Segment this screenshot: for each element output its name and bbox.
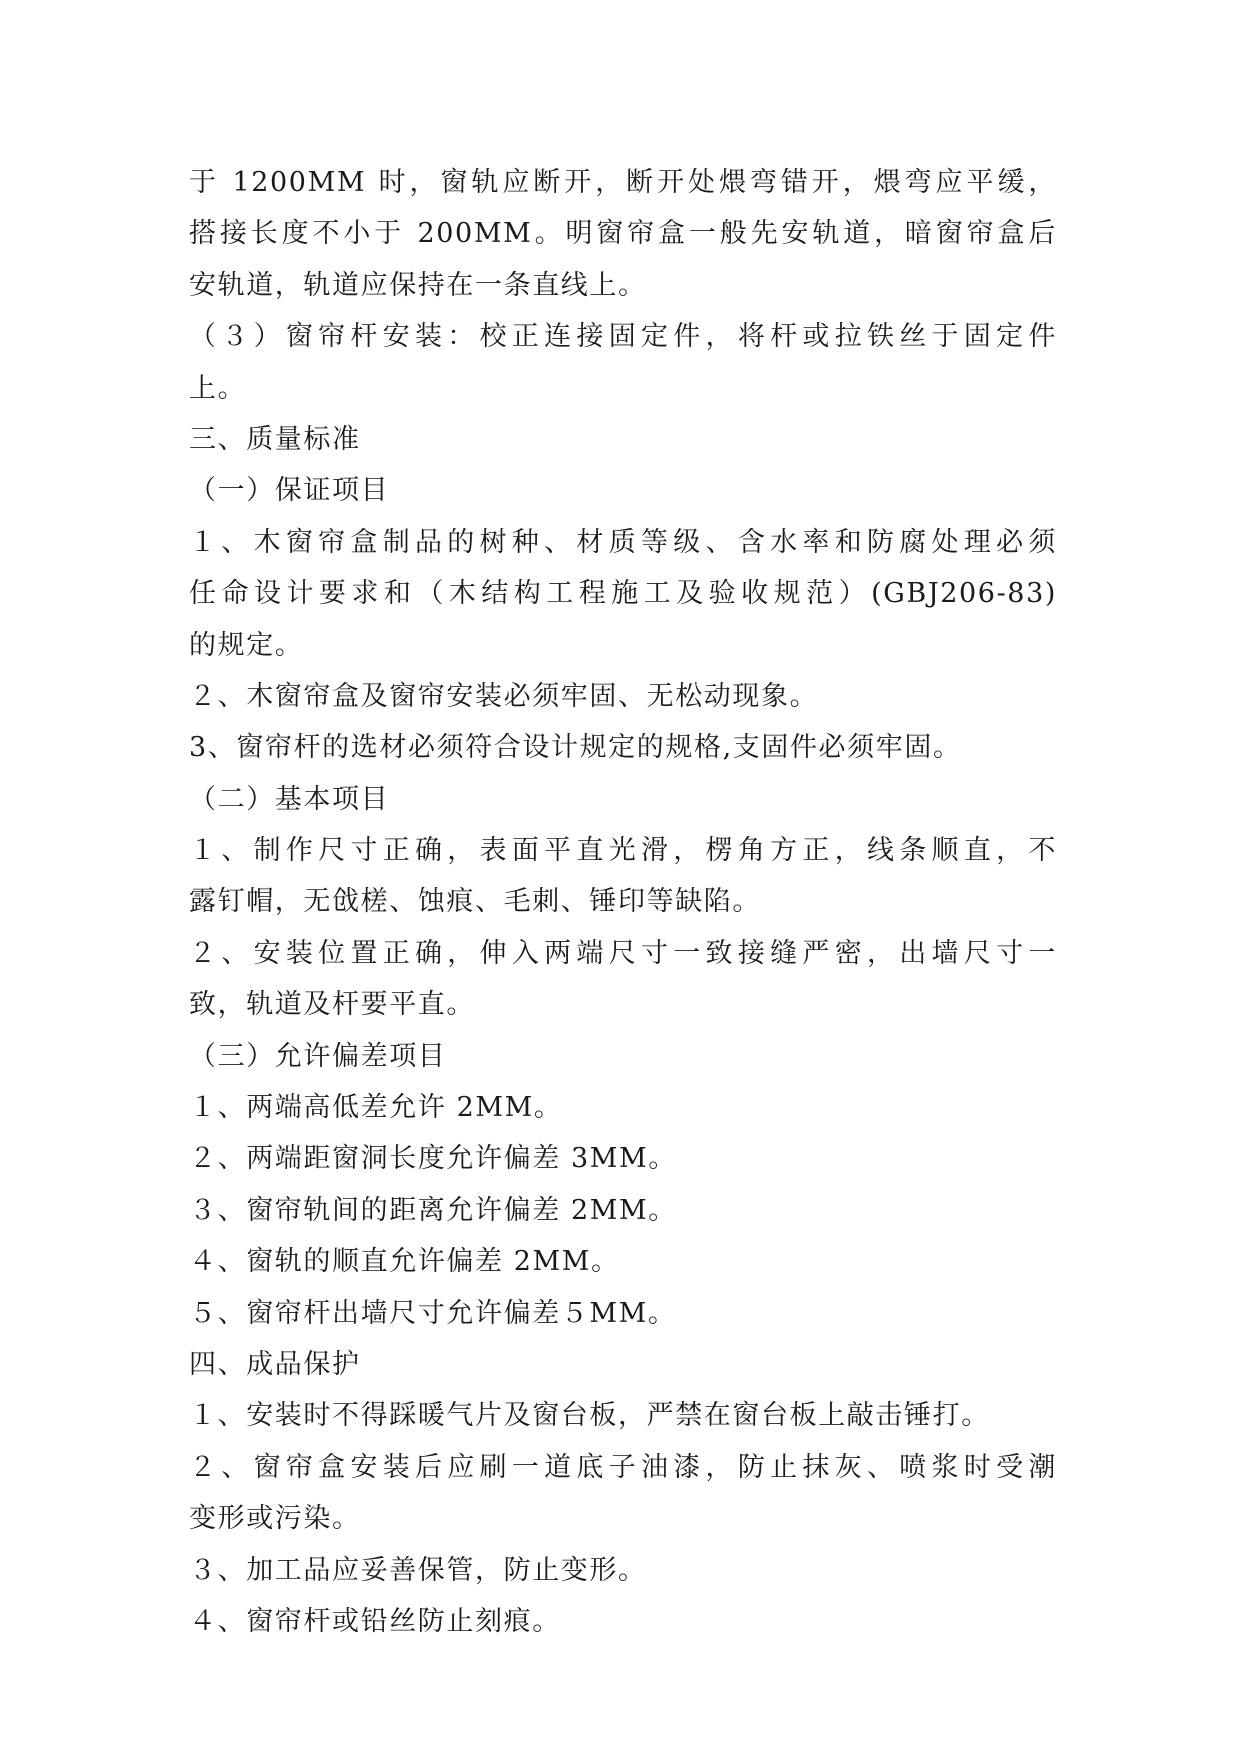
list-item: ４、窗轨的顺直允许偏差 2MM。 <box>189 1246 620 1278</box>
paragraph-line: 搭接长度不小于 200MM。明窗帘盒一般先安轨道，暗窗帘盒后 <box>189 218 1057 250</box>
section-heading: 三、质量标准 <box>189 423 361 455</box>
list-item: ２、两端距窗洞长度允许偏差 3MM。 <box>189 1143 677 1175</box>
paragraph-line: 任命设计要求和（木结构工程施工及验收规范）(GBJ206-83) <box>189 578 1057 610</box>
paragraph-line: 于 1200MM 时，窗轨应断开，断开处煨弯错开，煨弯应平缓， <box>189 167 1057 198</box>
paragraph-line: （３）窗帘杆安装：校正连接固定件，将杆或拉铁丝于固定件 <box>189 321 1057 353</box>
list-item: ３、窗帘轨间的距离允许偏差 2MM。 <box>189 1194 677 1226</box>
subsection-heading: （一）保证项目 <box>189 475 390 507</box>
list-item: ３、加工品应妥善保管，防止变形。 <box>189 1554 647 1586</box>
list-item: １、制作尺寸正确，表面平直光滑，楞角方正，线条顺直，不 <box>189 835 1057 867</box>
list-item: １、安装时不得踩暖气片及窗台板，严禁在窗台板上敲击锤打。 <box>189 1400 990 1432</box>
paragraph-line: 上。 <box>189 372 247 404</box>
paragraph-line: 露钉帽，无戗槎、蚀痕、毛刺、锤印等缺陷。 <box>189 886 761 918</box>
subsection-heading: （三）允许偏差项目 <box>189 1040 447 1072</box>
list-item: １、两端高低差允许 2MM。 <box>189 1092 563 1124</box>
paragraph-line: 变形或污染。 <box>189 1503 361 1535</box>
list-item: ５、窗帘杆出墙尺寸允许偏差５MM。 <box>189 1297 677 1329</box>
list-item: ２、木窗帘盒及窗帘安装必须牢固、无松动现象。 <box>189 680 819 712</box>
subsection-heading: （二）基本项目 <box>189 783 390 815</box>
list-item: ２、安装位置正确，伸入两端尺寸一致接缝严密，出墙尺寸一 <box>189 937 1057 969</box>
paragraph-line: 的规定。 <box>189 629 304 661</box>
list-item: 3、窗帘杆的选材必须符合设计规定的规格,支固件必须牢固。 <box>189 732 962 764</box>
document-body <box>189 157 1057 1647</box>
list-item: ４、窗帘杆或铅丝防止刻痕。 <box>189 1605 561 1637</box>
list-item: １、木窗帘盒制品的树种、材质等级、含水率和防腐处理必须 <box>189 526 1057 558</box>
list-item: ２、窗帘盒安装后应刷一道底子油漆，防止抹灰、喷浆时受潮 <box>189 1451 1057 1483</box>
paragraph-line: 安轨道，轨道应保持在一条直线上。 <box>189 269 647 301</box>
paragraph-line: 致，轨道及杆要平直。 <box>189 989 475 1021</box>
section-heading: 四、成品保护 <box>189 1348 361 1380</box>
